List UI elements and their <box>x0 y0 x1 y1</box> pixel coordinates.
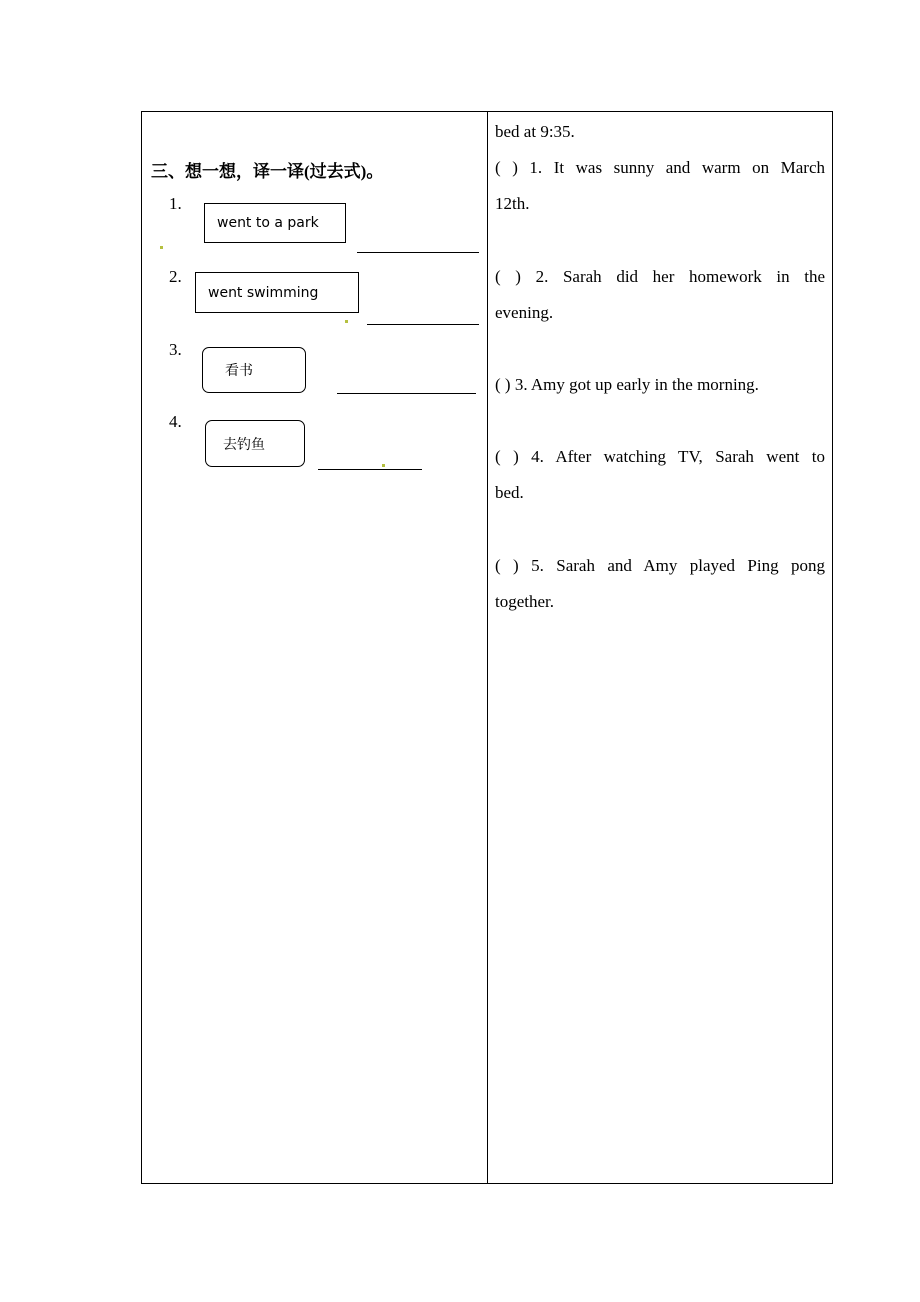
worksheet-table <box>141 111 833 1184</box>
answer-line[interactable] <box>318 469 422 470</box>
answer-line[interactable] <box>357 252 479 253</box>
question-3: ( ) 3. Amy got up early in the morning. <box>495 375 759 394</box>
question-5: ( ) 5. Sarah and Amy played Ping pong <box>495 556 825 575</box>
continued-text: bed at 9:35. <box>495 122 575 141</box>
column-divider <box>487 112 488 1183</box>
question-2-cont: evening. <box>495 303 554 322</box>
answer-line[interactable] <box>367 324 479 325</box>
question-1-cont: 12th. <box>495 194 530 213</box>
phrase-box: 看书 <box>202 347 306 393</box>
item-number: 3. <box>169 340 182 359</box>
question-5-cont: together. <box>495 592 555 611</box>
mark-dot <box>160 246 163 249</box>
item-number: 4. <box>169 412 182 431</box>
phrase-box: 去钓鱼 <box>205 420 305 467</box>
mark-dot <box>345 320 348 323</box>
question-1: ( ) 1. It was sunny and warm on March <box>495 158 825 177</box>
mark-dot <box>382 464 385 467</box>
answer-line[interactable] <box>337 393 476 394</box>
question-2: ( ) 2. Sarah did her homework in the <box>495 267 825 286</box>
section-title: 三、想一想，译一译(过去式)。 <box>151 162 384 181</box>
phrase-box: went to a park <box>204 203 346 243</box>
item-number: 1. <box>169 194 182 213</box>
item-number: 2. <box>169 267 182 286</box>
question-4: ( ) 4. After watching TV, Sarah went to <box>495 447 825 466</box>
phrase-box: went swimming <box>195 272 359 313</box>
question-4-cont: bed. <box>495 483 524 502</box>
